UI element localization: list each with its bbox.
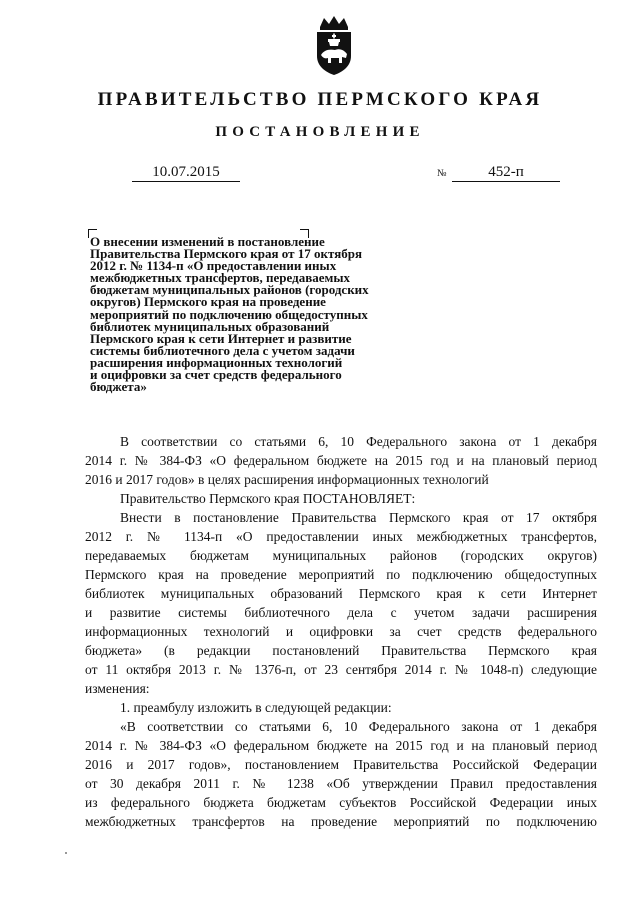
body-line: библиотек муниципальных образований Пермского края к сети Интернет — [85, 586, 597, 601]
heading-line: бюджета» — [90, 379, 147, 395]
perm-krai-coat-of-arms-icon — [311, 15, 357, 77]
heading-line: библиотек муниципальных образований — [90, 318, 330, 334]
document-number: 452-п — [452, 163, 560, 182]
heading-line: О внесении изменений в постановление — [90, 234, 325, 249]
body-line: информационных технологий и оцифровки за счет средств федерального — [85, 624, 597, 639]
number-sign: № — [437, 168, 447, 179]
body-line: «В соответствии со статьями 6, 10 Федерального закона от 1 декабря — [120, 719, 597, 734]
heading-line: расширения информационных технологий — [90, 354, 343, 370]
body-line: 2016 и 2017 годов», постановлением Правительства Российской Федерации — [85, 757, 597, 772]
heading-line: системы библиотечного дела с учетом задачи — [90, 342, 355, 358]
body-line: Пермского края на проведение мероприятий по подключению общедоступных — [85, 567, 597, 582]
body-line: Правительство Пермского края ПОСТАНОВЛЯЕТ: — [120, 491, 416, 506]
body-line: из федерального бюджета бюджетам субъектов Российской Федерации иных — [85, 795, 597, 810]
body-line: и развитие системы библиотечного дела с учетом задачи расширения — [85, 605, 597, 620]
document-heading — [90, 236, 420, 393]
body-line: Внести в постановление Правительства Пермского края от 17 октября — [120, 510, 597, 525]
body-line: В соответствии со статьями 6, 10 Федерального закона от 1 декабря — [120, 434, 597, 449]
heading-line: 2012 г. № 1134-п «О предоставлении иных — [90, 258, 337, 274]
body-line: передаваемых бюджетам муниципальных районов (городских округов) — [85, 548, 597, 563]
body-line: 2014 г. № 384-ФЗ «О федеральном бюджете на 2015 год и на плановый период — [85, 453, 597, 468]
heading-line: мероприятий по подключению общедоступных — [90, 306, 368, 322]
body-line: 1. преамбулу изложить в следующей редакции: — [120, 700, 392, 715]
body-line: 2016 и 2017 годов» в целях расширения информационных технологий — [85, 472, 489, 487]
heading-line: бюджетам муниципальных районов (городских — [90, 282, 369, 298]
document-type: ПОСТАНОВЛЕНИЕ — [215, 124, 425, 140]
body-line: межбюджетных трансфертов на проведение мероприятий по подключению — [85, 814, 597, 829]
body-line: от 11 октября 2013 г. № 1376-п, от 23 сентября 2014 г. № 1048-п) следующие — [85, 662, 597, 677]
document-date: 10.07.2015 — [132, 163, 240, 182]
heading-line: округов) Пермского края на проведение — [90, 294, 326, 310]
heading-line: и оцифровки за счет средств федерального — [90, 367, 342, 383]
document-body — [85, 432, 597, 831]
heading-line: Правительства Пермского края от 17 октября — [90, 246, 363, 262]
organization-title: ПРАВИТЕЛЬСТВО ПЕРМСКОГО КРАЯ — [97, 89, 543, 110]
body-line: бюджета» (в редакции постановлений Правительства Пермского края — [85, 643, 597, 658]
body-line: 2014 г. № 384-ФЗ «О федеральном бюджете на 2015 год и на плановый период — [85, 738, 597, 753]
body-line: изменения: — [85, 681, 150, 696]
margin-speck — [65, 852, 67, 854]
body-line: 2012 г. № 1134-п «О предоставлении иных межбюджетных трансфертов, — [85, 529, 597, 544]
heading-line: межбюджетных трансфертов, передаваемых — [90, 270, 351, 286]
heading-line: Пермского края к сети Интернет и развитие — [90, 330, 352, 346]
body-line: от 30 декабря 2011 г. № 1238 «Об утверждении Правил предоставления — [85, 776, 597, 791]
